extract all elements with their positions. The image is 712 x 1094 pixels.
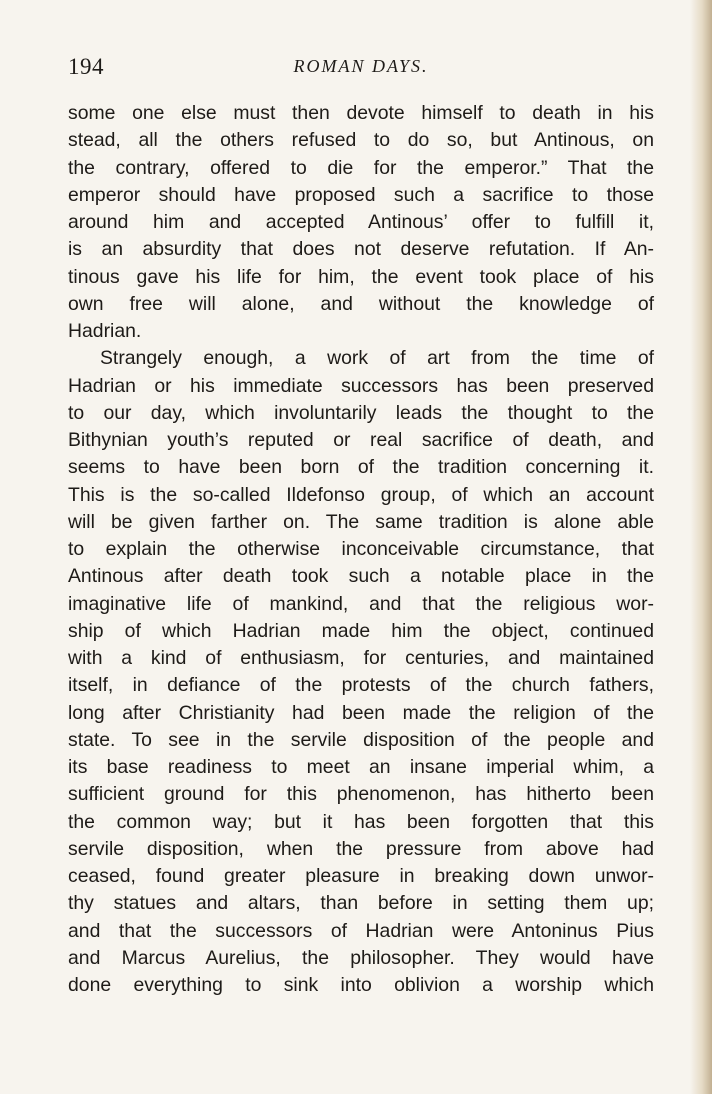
text-line: to our day, which involuntarily leads the thought to the (68, 401, 654, 424)
page-number: 194 (68, 54, 104, 79)
text-line: some one else must then devote himself to death in his (68, 102, 654, 124)
text-line: ceased, found greater pleasure in breaking down unwor- (68, 865, 654, 887)
text-line: tinous gave his life for him, the event took place of his (68, 265, 654, 288)
text-line: and that the successors of Hadrian were Antoninus Pius (68, 919, 654, 942)
text-line: thy statues and altars, than before in setting them up; (68, 892, 654, 915)
text-line: seems to have been born of the tradition concerning it. (68, 456, 654, 479)
text-line: ship of which Hadrian made him the object, continued (68, 619, 654, 642)
body-text (68, 100, 654, 999)
page-header (68, 50, 654, 80)
text-line: Hadrian or his immediate successors has been preserved (68, 374, 654, 397)
page-edge-shadow (690, 0, 712, 1094)
text-line: state. To see in the servile disposition of the people and (68, 728, 654, 751)
text-line: Hadrian. (68, 320, 142, 342)
paragraph-1 (68, 100, 654, 345)
text-line: imaginative life of mankind, and that the religious wor- (68, 592, 654, 615)
text-line: the common way; but it has been forgotten that this (68, 810, 654, 833)
text-line: around him and accepted Antinous’ offer to fulfill it, (68, 211, 654, 233)
text-line: This is the so-called Ildefonso group, of which an account (68, 483, 654, 506)
paragraph-2 (68, 345, 654, 999)
text-line: its base readiness to meet an insane imperial whim, a (68, 756, 654, 778)
text-line: itself, in defiance of the protests of the church fathers, (68, 674, 654, 697)
text-line: and Marcus Aurelius, the philosopher. They would have (68, 946, 654, 969)
text-line: Bithynian youth’s reputed or real sacrifice of death, and (68, 429, 654, 451)
text-line: done everything to sink into oblivion a worship which (68, 974, 654, 996)
text-line: own free will alone, and without the knowledge of (68, 292, 654, 315)
text-line: to explain the otherwise inconceivable circumstance, that (68, 538, 654, 560)
text-line: long after Christianity had been made the religion of the (68, 701, 654, 724)
text-line: will be given farther on. The same tradition is alone able (68, 510, 654, 533)
text-line: sufficient ground for this phenomenon, has hitherto been (68, 783, 654, 806)
text-line: is an absurdity that does not deserve refutation. If An- (68, 238, 654, 261)
text-line: with a kind of enthusiasm, for centuries, and maintained (68, 647, 654, 669)
text-line: stead, all the others refused to do so, but Antinous, on (68, 129, 654, 152)
text-line: Antinous after death took such a notable place in the (68, 565, 654, 588)
text-line: the contrary, offered to die for the emperor.” That the (68, 156, 654, 179)
text-line: emperor should have proposed such a sacrifice to those (68, 183, 654, 206)
text-line: servile disposition, when the pressure from above had (68, 837, 654, 860)
text-line: Strangely enough, a work of art from the time of (100, 347, 654, 370)
running-head: ROMAN DAYS. (293, 56, 429, 76)
